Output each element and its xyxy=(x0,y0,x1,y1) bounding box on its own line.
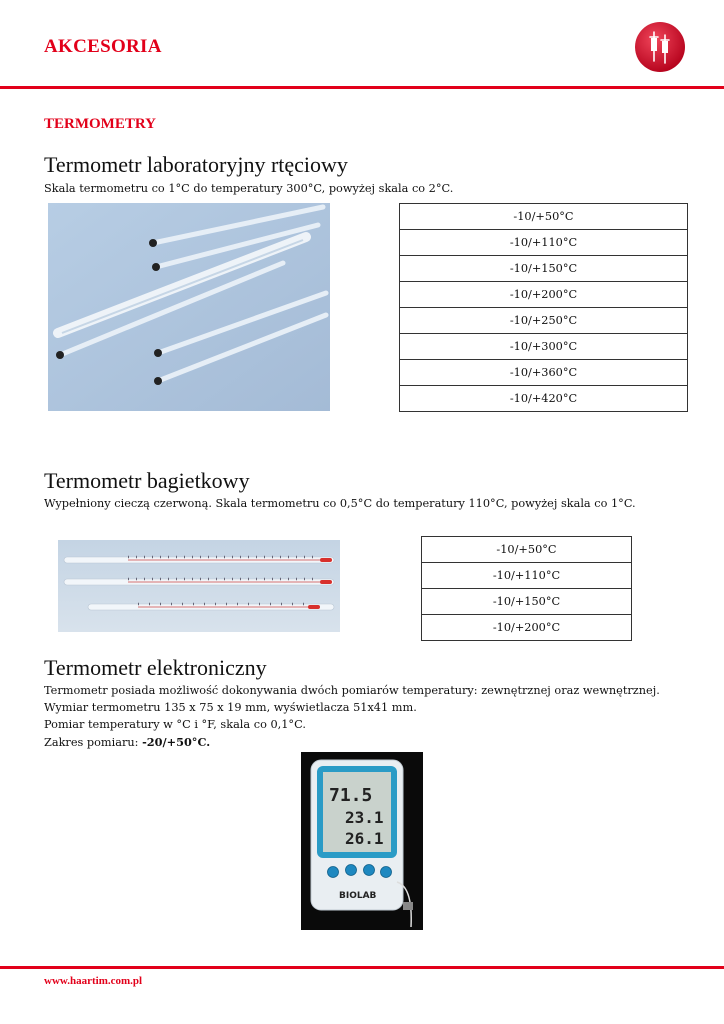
table-row xyxy=(400,282,688,308)
measurement-range-value: -20/+50°C. xyxy=(142,735,211,749)
table-row xyxy=(422,589,632,615)
range-cell: -10/+50°C xyxy=(400,204,688,230)
display-line-1: 71.5 xyxy=(329,785,373,806)
table-row xyxy=(400,360,688,386)
header-title: AKCESORIA xyxy=(44,36,162,57)
product-title-mercury: Termometr laboratoryjny rtęciowy xyxy=(44,152,348,177)
range-cell: -10/+150°C xyxy=(422,589,632,615)
range-cell: -10/+200°C xyxy=(422,615,632,641)
range-cell: -10/+200°C xyxy=(400,282,688,308)
product-description-stick: Wypełniony cieczą czerwoną. Skala termometru co 0,5°C do temperatury 110°C, powyżej skala co 1°C. xyxy=(44,497,636,510)
range-cell: -10/+250°C xyxy=(400,308,688,334)
measurement-range xyxy=(44,734,210,751)
footer-divider xyxy=(0,966,724,969)
product-description-mercury: Skala termometru co 1°C do temperatury 300°C, powyżej skala co 2°C. xyxy=(44,182,454,195)
table-row xyxy=(422,537,632,563)
range-table-mercury xyxy=(399,203,688,412)
range-cell: -10/+360°C xyxy=(400,360,688,386)
electronic-thermometer-photo xyxy=(301,752,423,930)
table-row xyxy=(422,563,632,589)
range-cell: -10/+110°C xyxy=(422,563,632,589)
section-title: TERMOMETRY xyxy=(44,116,156,132)
product-description-line-1: Termometr posiada możliwość dokonywania dwóch pomiarów temperatury: zewnętrznej oraz wewnętrznej. xyxy=(44,684,660,697)
footer-website-link[interactable]: www.haartim.com.pl xyxy=(44,975,143,987)
table-row xyxy=(400,256,688,282)
table-row xyxy=(422,615,632,641)
product-title-electronic: Termometr elektroniczny xyxy=(44,655,267,680)
range-cell: -10/+420°C xyxy=(400,386,688,412)
table-row xyxy=(400,204,688,230)
product-description-line-3: Pomiar temperatury w °C i °F, skala co 0,1°C. xyxy=(44,718,306,731)
mercury-thermometers-photo xyxy=(48,203,330,411)
measurement-range-label: Zakres pomiaru: xyxy=(44,736,143,749)
range-cell: -10/+110°C xyxy=(400,230,688,256)
range-cell: -10/+150°C xyxy=(400,256,688,282)
table-row xyxy=(400,308,688,334)
display-line-3: 26.1 xyxy=(345,829,384,848)
header-divider xyxy=(0,86,724,89)
range-cell: -10/+50°C xyxy=(422,537,632,563)
device-brand: BIOLAB xyxy=(339,891,377,901)
range-cell: -10/+300°C xyxy=(400,334,688,360)
syringe-logo-icon xyxy=(634,21,686,73)
range-table-stick xyxy=(421,536,632,641)
product-description-line-2: Wymiar termometru 135 x 75 x 19 mm, wyświetlacza 51x41 mm. xyxy=(44,701,417,714)
stick-thermometers-photo xyxy=(58,540,340,632)
product-title-stick: Termometr bagietkowy xyxy=(44,468,250,493)
table-row xyxy=(400,334,688,360)
table-row xyxy=(400,386,688,412)
display-line-2: 23.1 xyxy=(345,808,384,827)
table-row xyxy=(400,230,688,256)
